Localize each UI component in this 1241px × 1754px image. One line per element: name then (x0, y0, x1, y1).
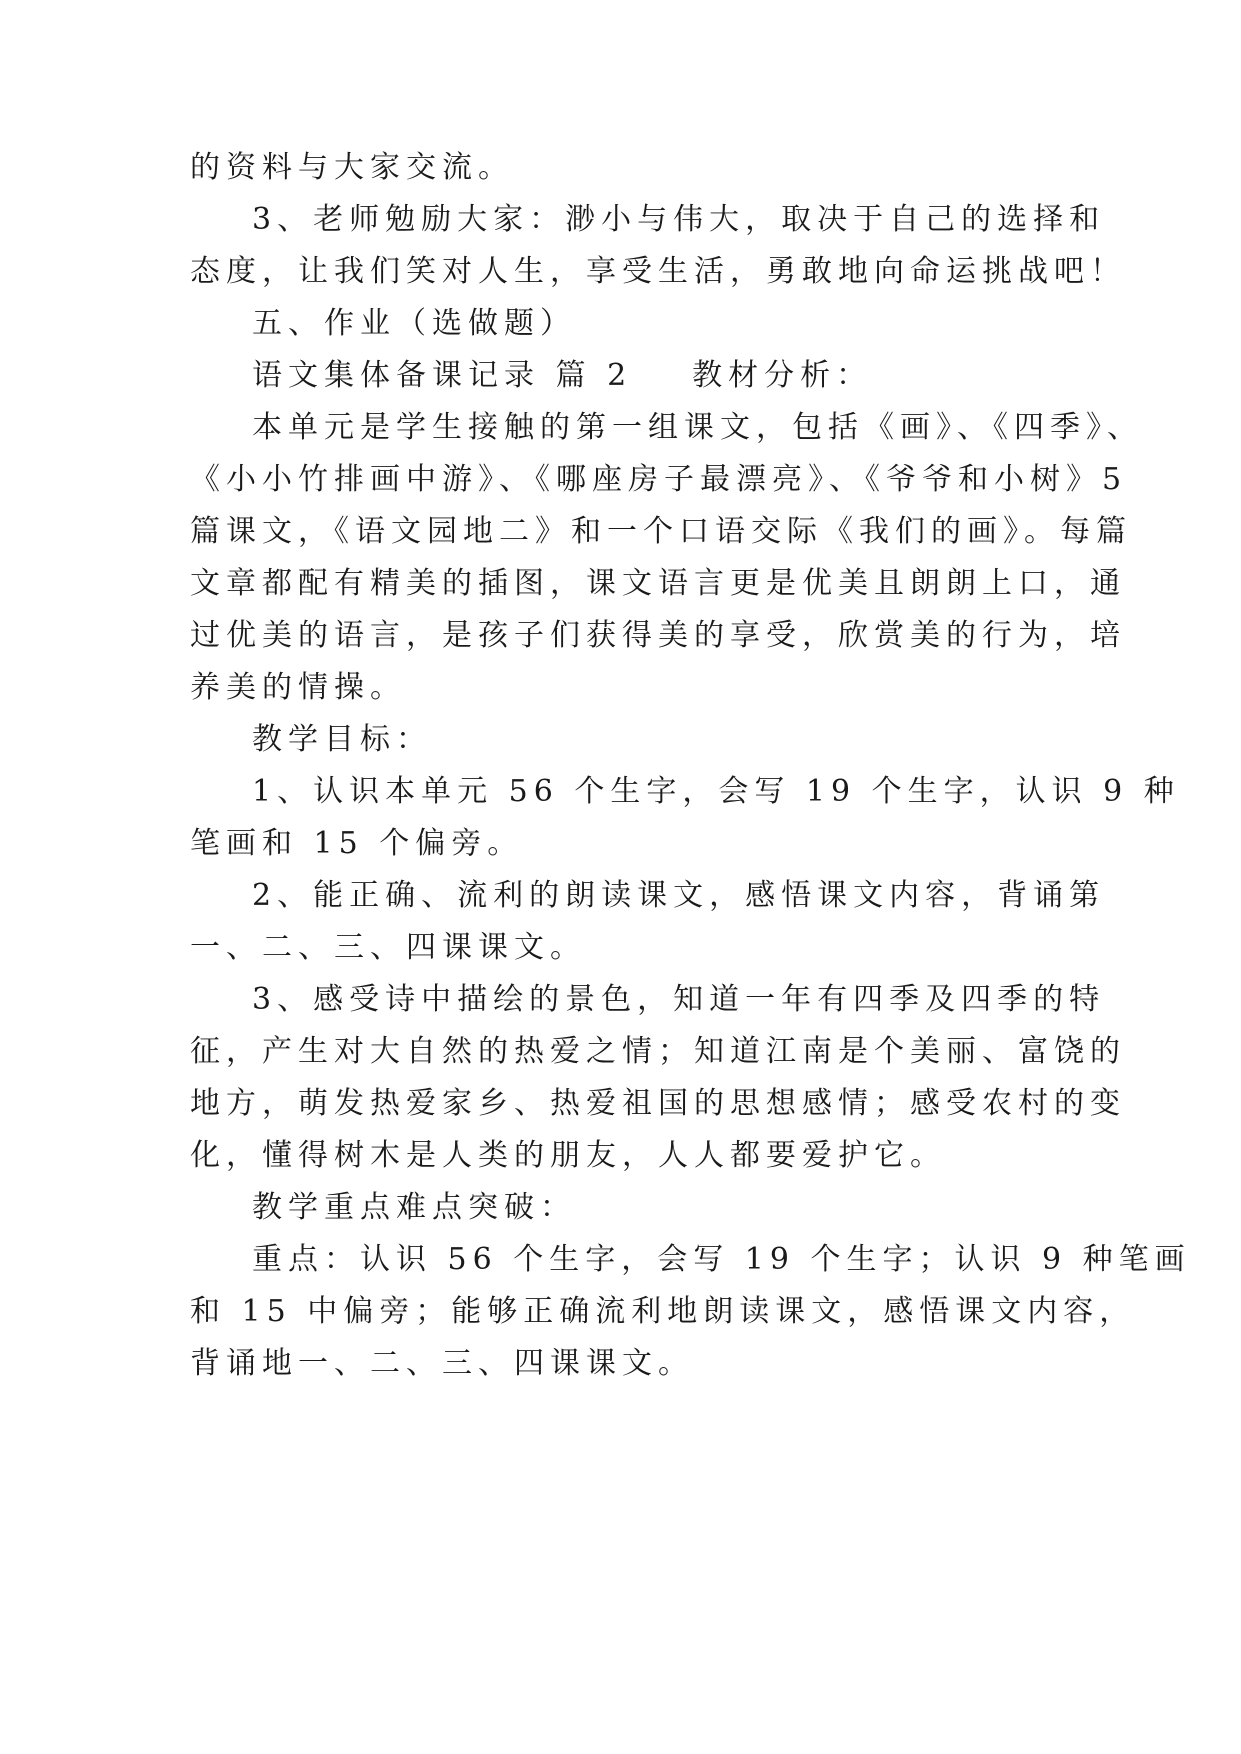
paragraph-line: 过优美的语言，是孩子们获得美的享受，欣赏美的行为，培 (190, 618, 1126, 653)
paragraph-line: 的资料与大家交流。 (190, 150, 514, 185)
paragraph-line: 篇课文，《语文园地二》和一个口语交际《我们的画》。每篇 (190, 514, 1132, 549)
paragraph-line: 2、能正确、流利的朗读课文，感悟课文内容，背诵第 (252, 878, 1106, 913)
paragraph-line: 态度，让我们笑对人生，享受生活，勇敢地向命运挑战吧！ (190, 254, 1126, 289)
paragraph-line: 重点：认识 56 个生字，会写 19 个生字；认识 9 种笔画 (252, 1242, 1191, 1277)
paragraph-line: 一、二、三、四课课文。 (190, 930, 586, 965)
paragraph-line: 3、老师勉励大家：渺小与伟大，取决于自己的选择和 (252, 202, 1106, 237)
paragraph-line: 征，产生对大自然的热爱之情；知道江南是个美丽、富饶的 (190, 1034, 1126, 1069)
paragraph-line: 本单元是学生接触的第一组课文，包括《画》、《四季》、 (252, 410, 1143, 445)
subsection-heading: 教材分析： (692, 358, 873, 393)
paragraph-line: 文章都配有精美的插图，课文语言更是优美且朗朗上口，通 (190, 566, 1126, 601)
paragraph-line: 笔画和 15 个偏旁。 (190, 826, 524, 861)
paragraph-line: 化，懂得树木是人类的朋友，人人都要爱护它。 (190, 1138, 946, 1173)
paragraph-line: 3、感受诗中描绘的景色，知道一年有四季及四季的特 (252, 982, 1106, 1017)
article-title: 语文集体备课记录 篇 2 (252, 358, 633, 393)
paragraph-line: 背诵地一、二、三、四课课文。 (190, 1346, 694, 1381)
paragraph-line: 养美的情操。 (190, 670, 406, 705)
paragraph-line: 地方，萌发热爱家乡、热爱祖国的思想感情；感受农村的变 (190, 1086, 1126, 1121)
section-heading: 教学目标： (252, 722, 432, 757)
article-title-line (252, 356, 872, 396)
paragraph-line: 1、认识本单元 56 个生字，会写 19 个生字，认识 9 种 (252, 774, 1180, 809)
section-heading: 教学重点难点突破： (252, 1190, 576, 1225)
section-heading: 五、作业（选做题） (252, 306, 576, 341)
paragraph-line: 《小小竹排画中游》、《哪座房子最漂亮》、《爷爷和小树》5 (190, 462, 1128, 497)
paragraph-line: 和 15 中偏旁；能够正确流利地朗读课文，感悟课文内容， (190, 1294, 1136, 1329)
